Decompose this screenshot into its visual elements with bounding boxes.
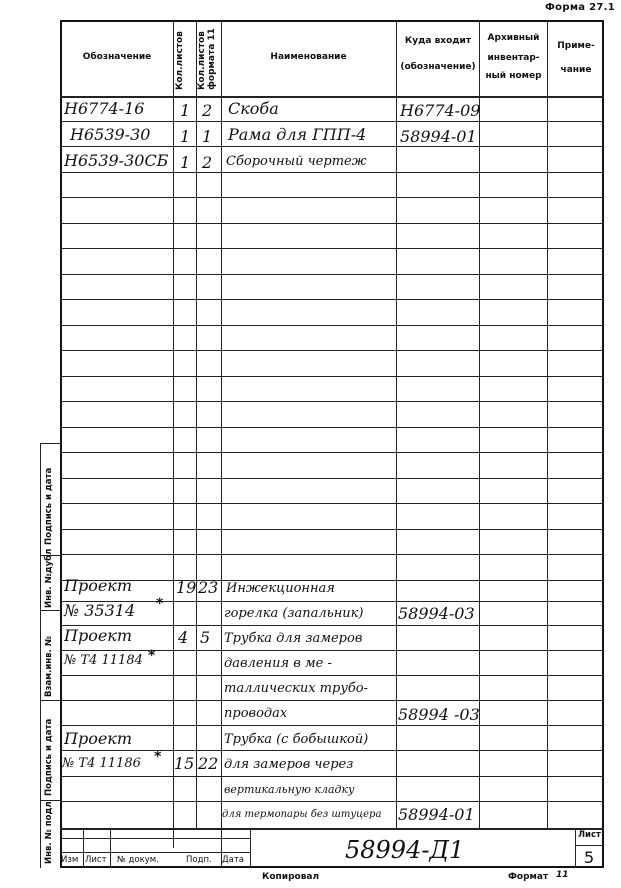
margin-top-border [40,443,60,444]
margin-divider-2 [40,610,60,611]
tb-sheet-label: Лист [578,830,601,840]
project2-name-2: давления в ме - [224,656,332,671]
row3-name: Сборочный чертеж [226,154,367,169]
header-bottom-line [60,96,604,98]
margin-signature-date-top: Подпись и дата [44,467,54,545]
project2-format: 5 [200,628,211,647]
header-note-1: Приме- [557,41,595,52]
col-line-3 [221,20,222,828]
row2-format: 1 [202,127,213,146]
header-archive-1: Архивный [487,33,540,44]
tb-col-6 [575,828,576,868]
project3-sheets: 15 [174,754,195,773]
row-line [60,427,604,428]
project1-line1: Проект [64,576,133,595]
row-line [60,554,604,555]
col-line-4 [396,20,397,828]
project3-line1: Проект [64,729,133,748]
row-line [60,503,604,504]
row-line [60,325,604,326]
row3-format: 2 [202,153,213,172]
row-line [60,299,604,300]
row2-designation: Н6539-30 [70,125,151,144]
project2-sheets: 4 [178,628,189,647]
row2-name: Рама для ГПП-4 [228,125,367,144]
tb-doc-no: № докум. [117,855,159,865]
row-line [60,223,604,224]
margin-vzam-inv: Взам.инв. № [44,636,54,697]
tb-col-5 [250,828,251,868]
footer-format-label: Формат [508,872,549,882]
row-line [60,700,604,701]
project2-name-1: Трубка для замеров [224,631,363,646]
row-line [60,248,604,249]
row-line [60,650,604,651]
project1-format: 23 [198,578,219,597]
project2-name-4: проводах [224,706,288,721]
margin-inv-dubl: Инв. №дубл [44,548,54,608]
header-name: Наименование [270,52,347,63]
row1-designation: Н6774-16 [64,99,145,118]
form-label: Форма 27.1 [544,2,615,13]
project2-line1: Проект [64,626,133,645]
header-note-2: чание [560,65,592,76]
row1-format: 2 [202,101,213,120]
tb-col-1 [83,828,84,868]
row-line [60,776,604,777]
row-line [60,274,604,275]
row3-designation: Н6539-30СБ [64,151,169,170]
project1-where-used: 58994-03 [398,604,475,623]
tb-podp: Подп. [186,855,212,865]
project3-mark: * [154,749,162,765]
header-where-used-1: Куда входит [404,36,472,47]
footer-format-value: 11 [556,870,569,880]
project2-mark: * [148,648,156,664]
project1-mark: * [156,596,164,612]
row-line [60,529,604,530]
header-archive-2: инвентар- [487,53,540,64]
header-sheets-format: Кол.листов формата 11 [197,28,217,90]
project1-line2: № 35314 [64,601,136,620]
title-block-top-line [60,828,604,830]
row-line [60,350,604,351]
margin-inv-podl: Инв. № подл [44,801,54,864]
footer-copied: Копировал [262,872,320,882]
tb-list: Лист [85,855,107,865]
tb-izm: Изм [61,855,79,865]
row-line [60,625,604,626]
row-line [60,172,604,173]
project2-where-used: 58994 -03 [398,705,480,724]
row-line [60,401,604,402]
row1-name: Скоба [228,99,279,118]
tb-data: Дата [222,855,245,865]
row-line [60,801,604,802]
header-sheets-count: Кол.листов [175,31,185,90]
project1-name-1: Инжекционная [226,581,335,596]
row2-sheets: 1 [180,127,191,146]
project3-name-2: для замеров через [224,757,354,772]
row-line [60,478,604,479]
project3-format: 22 [198,754,219,773]
project1-sheets: 19 [176,578,197,597]
margin-signature-date-bottom: Подпись и дата [44,718,54,796]
project3-name-3: вертикальную кладку [224,783,355,796]
col-line-2 [196,20,197,828]
tb-sheet-divider [575,845,604,846]
row2-where-used: 58994-01 [400,127,477,146]
row-line [60,601,604,602]
col-line-1 [173,20,174,848]
project3-line2: № Т4 11186 [62,756,141,771]
tb-col-2 [110,828,111,868]
row-line [60,725,604,726]
margin-divider-3 [40,700,60,701]
tb-row-1 [60,838,250,839]
row-line [60,750,604,751]
row1-sheets: 1 [180,101,191,120]
project2-name-3: таллических трубо- [224,681,369,696]
project3-name-4: для термопары без штуцера [222,809,382,820]
row3-sheets: 1 [180,153,191,172]
project1-name-2: горелка (запальник) [224,606,364,621]
row-line [60,376,604,377]
project2-line2: № Т4 11184 [64,653,143,668]
row1-where-used: Н6774-09 [400,101,481,120]
header-archive-3: ный номер [485,71,542,82]
header-designation: Обозначение [82,52,152,63]
row-line [60,452,604,453]
tb-row-2 [60,852,250,853]
project3-name-1: Трубка (с бобышкой) [224,732,369,747]
row-line [60,675,604,676]
row-line [60,146,604,147]
tb-sheet-number: 5 [584,848,595,867]
document-number: 58994-Д1 [345,836,465,864]
header-where-used-2: (обозначение) [400,62,476,73]
row-line [60,121,604,122]
row-line [60,197,604,198]
col-line-6 [547,20,548,828]
project3-where-used: 58994-01 [398,805,475,824]
margin-border-left [40,443,41,868]
